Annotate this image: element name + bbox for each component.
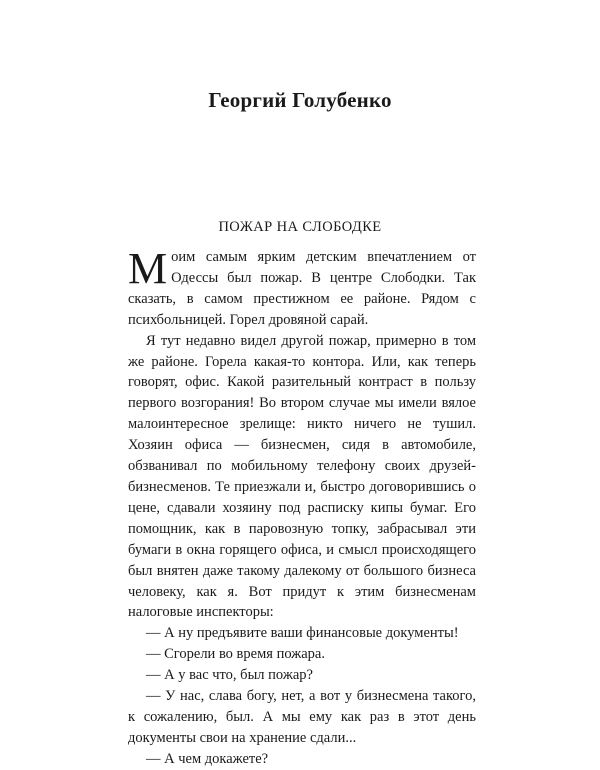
dialogue-line-2: — Сгорели во время пожара. (146, 646, 325, 663)
paragraph-1 (128, 244, 476, 331)
paragraph-2: Я тут недавно видел другой пожар, примерно в том же районе. Горела какая-то контора. Или, как теперь говорят, офис. Какой разительный контраст в пользу первого возгорания! Во втором случае мы имели вялое малоинтересное зрелище: никто ничего не тушил. Хозяин офиса — бизнесмен, сидя в автомобиле, обзванивал по мобильному телефону своих друзей-бизнесменов. Те приезжали и, быстро договорившись о цене, сдавали хозяину под расписку кипы бумаг. Его помощник, как в паровозную топку, забрасывал эти бумаги в окна горящего офиса, и смысл происходящего был внятен даже такому далекому от большого бизнеса человеку, как я. Вот придут к этим бизнесменам налоговые инспекторы: (128, 332, 476, 621)
dialogue-line-1: — А ну предъявите ваши финансовые документы! (146, 625, 459, 642)
dialogue-line-4: — У нас, слава богу, нет, а вот у бизнесмена такого, к сожалению, был. А мы ему как раз в этот день документы свои на хранение сдали... (128, 688, 476, 746)
body-text (128, 244, 476, 770)
dialogue-line-5: — А чем докажете? (146, 750, 269, 767)
paragraph-1-text: оим самым ярким детским впечатлением от Одессы был пожар. В центре Слободки. Так сказать, в самом престижном ее районе. Рядом с психбольницей. Горел дровяной сарай. (128, 249, 476, 328)
drop-cap: М (128, 244, 168, 293)
chapter-title: ПОЖАР НА СЛОБОДКЕ (218, 219, 382, 235)
dialogue-line-3: — А у вас что, был пожар? (146, 667, 313, 684)
author-name: Георгий Голубенко (208, 88, 392, 112)
